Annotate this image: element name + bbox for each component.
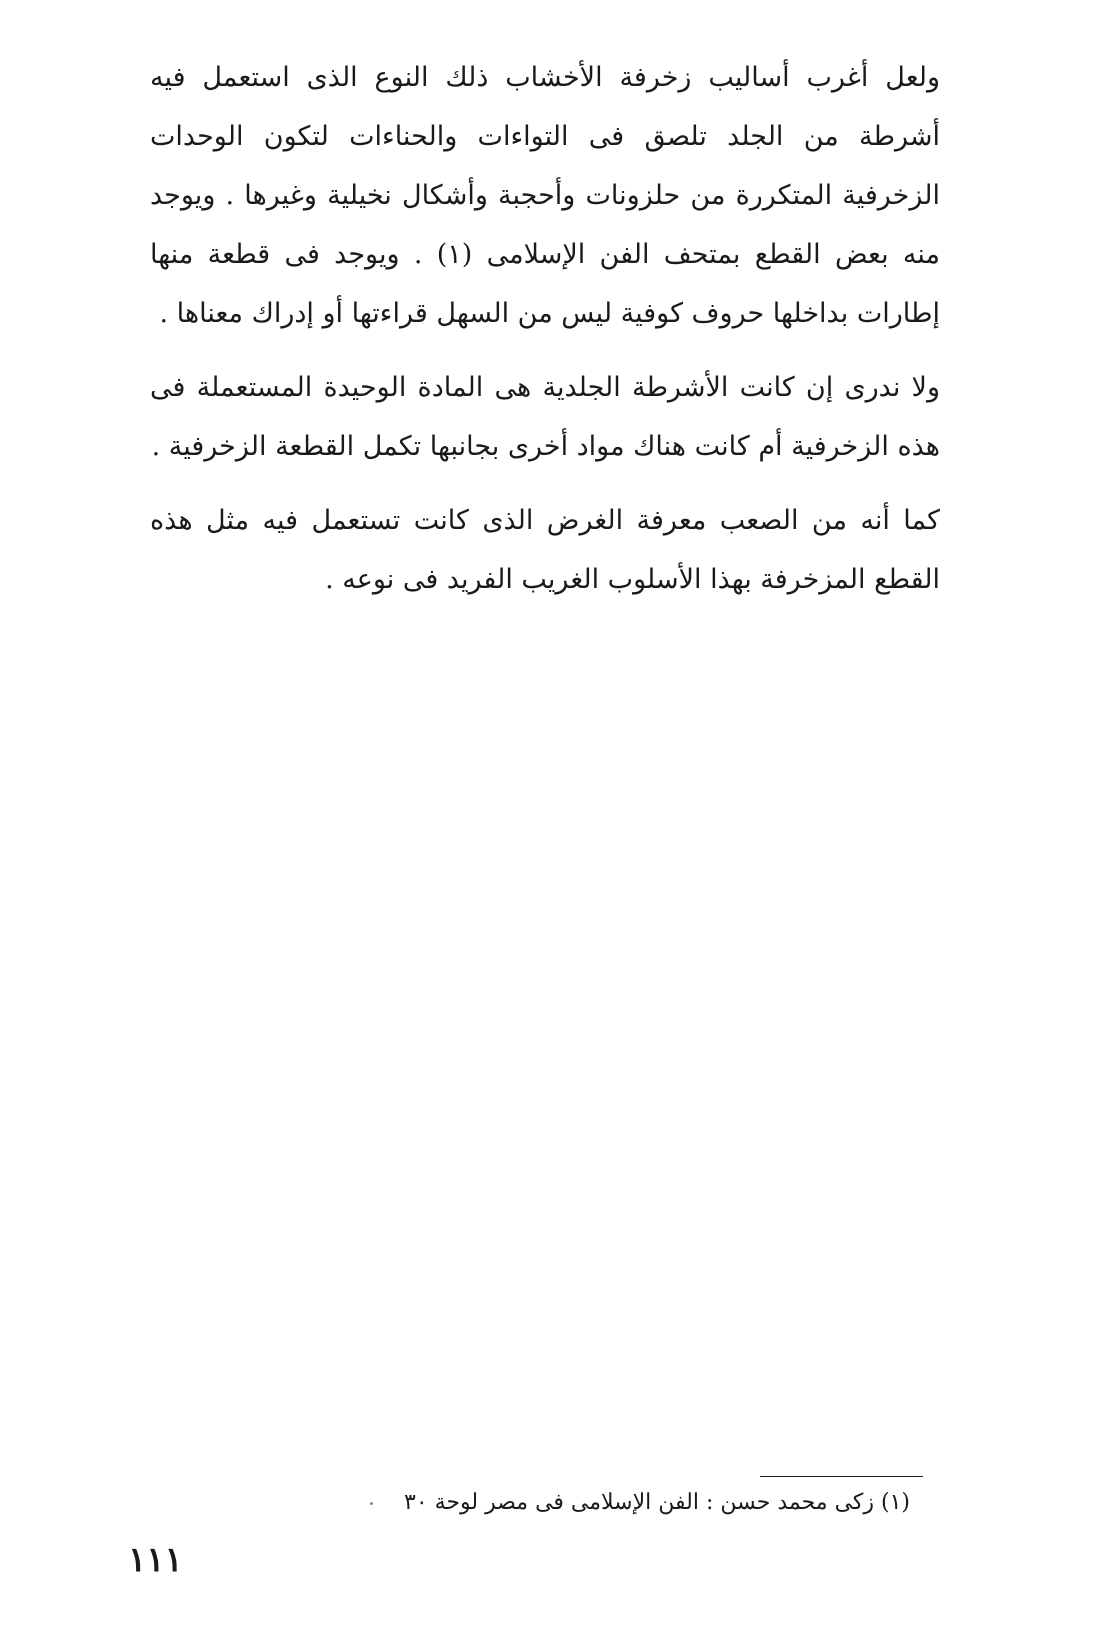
paragraph-2: ولا ندرى إن كانت الأشرطة الجلدية هى المادة الوحيدة المستعملة فى هذه الزخرفية أم كانت هناك مواد أخرى بجانبها تكمل القطعة الزخرفية . bbox=[150, 372, 940, 462]
footnote-divider bbox=[760, 1476, 923, 1477]
paragraph-1: ولعل أغرب أساليب زخرفة الأخشاب ذلك النوع الذى استعمل فيه أشرطة من الجلد تلصق فى التواءات والحناءات لتكون الوحدات الزخرفية المتكررة من حلزونات وأحجبة وأشكال نخيلية وغيرها . ويوجد منه بعض القطع بمتحف الفن الإسلامى (١) . ويوجد فى قطعة منها إطارات بداخلها حروف كوفية ليس من السهل قراءتها أو إدراك معناها . bbox=[150, 62, 940, 329]
footnote: (١) زكى محمد حسن : الفن الإسلامى فى مصر لوحة ٣٠ bbox=[404, 1490, 910, 1515]
page-number: ١١١ bbox=[128, 1540, 183, 1580]
paragraph-3: كما أنه من الصعب معرفة الغرض الذى كانت تستعمل فيه مثل هذه القطع المزخرفة بهذا الأسلوب الغريب الفريد فى نوعه . bbox=[150, 505, 940, 595]
body-text bbox=[150, 48, 940, 624]
scan-speck bbox=[370, 1502, 373, 1505]
